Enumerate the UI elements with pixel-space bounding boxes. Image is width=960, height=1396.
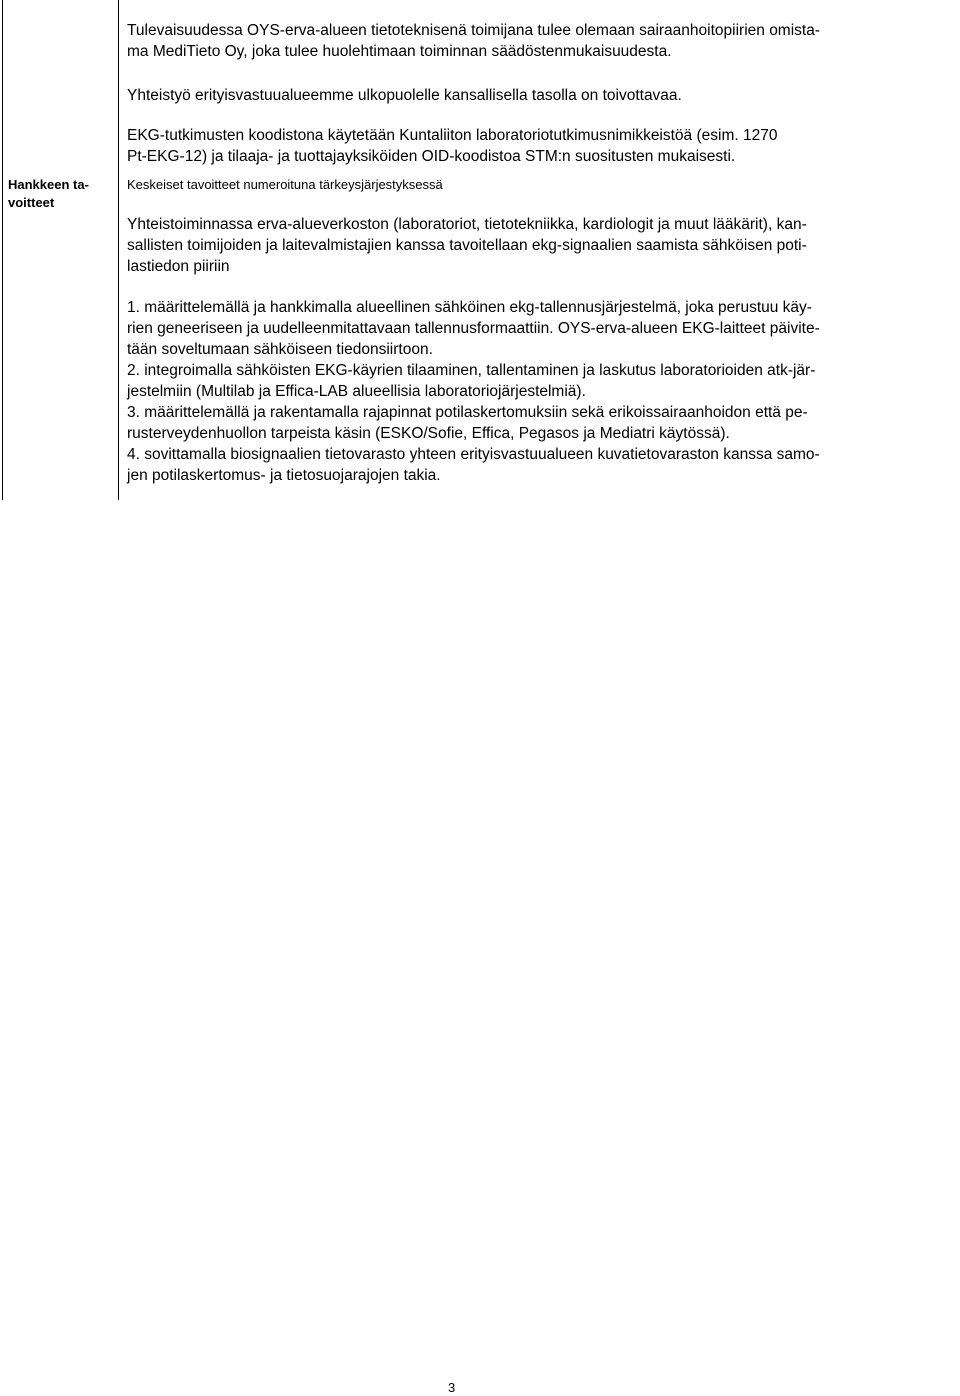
goal-item-line: rien geneeriseen ja uudelleenmitattavaan tallennusformaattiin. OYS-erva-alueen EKG-laitteet päivite- — [127, 320, 820, 337]
goal-item-line: 4. sovittamalla biosignaalien tietovarasto yhteen erityisvastuualueen kuvatietovaraston kanssa samo- — [127, 446, 820, 463]
goal-item-line: jestelmiin (Multilab ja Effica-LAB alueellisia laboratoriojärjestelmiä). — [127, 383, 586, 400]
paragraph-line: EKG-tutkimusten koodistona käytetään Kuntaliiton laboratoriotutkimusnimikkeistöä (esim. 1270 — [127, 127, 778, 144]
paragraph-line: Pt-EKG-12) ja tilaaja- ja tuottajayksiköiden OID-koodistoa STM:n suositusten mukaisesti. — [127, 148, 736, 165]
paragraph-line: Tulevaisuudessa OYS-erva-alueen tietoteknisenä toimijana tulee olemaan sairaanhoitopiirien omista- — [127, 22, 821, 39]
goal-item-line: jen potilaskertomus- ja tietosuojarajojen takia. — [127, 467, 441, 484]
row-label — [8, 176, 108, 212]
paragraph-line: Yhteistyö erityisvastuualueemme ulkopuolelle kansallisella tasolla on toivottavaa. — [127, 87, 682, 104]
goal-item-line: rusterveydenhuollon tarpeista käsin (ESKO/Sofie, Effica, Pegasos ja Mediatri käytössä). — [127, 425, 730, 442]
goal-item-line: 3. määrittelemällä ja rakentamalla rajapinnat potilaskertomuksiin sekä erikoissairaanhoidon että pe- — [127, 404, 808, 421]
page-number: 3 — [448, 1380, 456, 1395]
row-label-line-1: Hankkeen ta- — [8, 177, 89, 192]
goal-item-line: 1. määrittelemällä ja hankkimalla alueellinen sähköinen ekg-tallennusjärjestelmä, joka perustuu käy- — [127, 299, 812, 316]
row-label-line-2: voitteet — [8, 195, 55, 210]
paragraph-line: sallisten toimijoiden ja laitevalmistajien kanssa tavoitellaan ekg-signaalien saamista sähköisen poti- — [127, 237, 807, 254]
table-left-border — [2, 0, 3, 500]
goal-item-line: 2. integroimalla sähköisten EKG-käyrien tilaaminen, tallentaminen ja laskutus laboratorioiden atk-jär- — [127, 362, 816, 379]
paragraph-line: ma MediTieto Oy, joka tulee huolehtimaan toiminnan säädöstenmukaisuudesta. — [127, 43, 672, 60]
paragraph-line: lastiedon piiriin — [127, 258, 230, 275]
paragraph-line: Yhteistoiminnassa erva-alueverkoston (laboratoriot, tietotekniikka, kardiologit ja muut lääkärit), kan- — [127, 216, 807, 233]
section-heading: Keskeiset tavoitteet numeroituna tärkeysjärjestyksessä — [127, 177, 443, 192]
table-column-divider — [118, 0, 119, 500]
goal-item-line: tään soveltumaan sähköiseen tiedonsiirtoon. — [127, 341, 433, 358]
